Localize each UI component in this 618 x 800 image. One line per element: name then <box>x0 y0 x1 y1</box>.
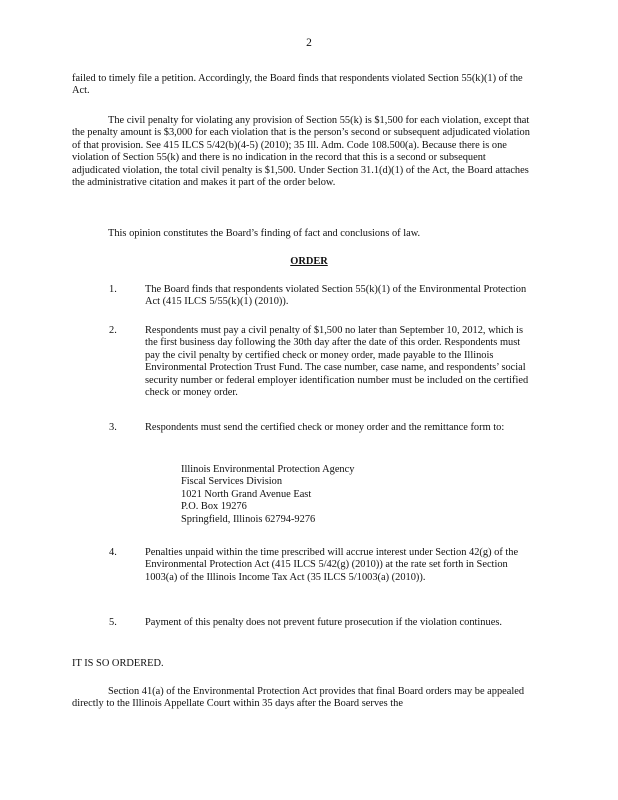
final-paragraph: Section 41(a) of the Environmental Protection Act provides that final Board orders may be appealed directly to the Illinois Appellate Court within 35 days after the Board serves the <box>72 686 525 710</box>
order-item-number: 3. <box>109 422 117 433</box>
paragraph-1: failed to timely file a petition. Accordingly, the Board finds that respondents violated Section 55(k)(1) of the Act. <box>72 73 523 97</box>
address-line: Springfield, Illinois 62794-9276 <box>181 513 316 525</box>
order-item-text: Respondents must pay a civil penalty of $1,500 no later than September 10, 2012, which is the first business day following the 30th day after the date of this order. Respondents must pay the civil penalty by certified check or money order, made payable to the Illinois Environmental Protection Trust Fund. The case number, case name, and respondents’ social security number or federal employer identification number must be included on the certified check or money order. <box>145 325 529 399</box>
order-item-text: Payment of this penalty does not prevent future prosecution if the violation continues. <box>145 617 502 628</box>
paragraph-3: This opinion constitutes the Board’s finding of fact and conclusions of law. <box>108 228 421 239</box>
order-item-number: 1. <box>109 284 117 295</box>
order-item-3 <box>72 422 534 434</box>
order-item-number: 2. <box>109 325 117 336</box>
order-item-1 <box>72 284 534 309</box>
address-line: Fiscal Services Division <box>181 476 283 488</box>
order-item-text: The Board finds that respondents violated Section 55(k)(1) of the Environmental Protection Act (415 ILCS 5/55(k)(1) (2010)). <box>145 284 527 308</box>
address-line: P.O. Box 19276 <box>181 501 247 513</box>
order-item-2 <box>72 325 534 399</box>
order-item-text: Respondents must send the certified check or money order and the remittance form to: <box>145 422 505 433</box>
address-line: Illinois Environmental Protection Agency <box>181 464 355 475</box>
remittance-address <box>181 464 354 526</box>
order-item-4 <box>72 547 534 584</box>
order-heading: ORDER <box>290 256 328 267</box>
paragraph-2: The civil penalty for violating any provision of Section 55(k) is $1,500 for each violation, except that the penalty amount is $3,000 for each violation that is the person’s second or subsequent adjudicated violation of that provision. See 415 ILCS 5/42(b)(4-5) (2010); 35 Ill. Adm. Code 108.500(a). Because there is one violation of Section 55(k) and there is no indication in the record that this is a second or subsequent adjudicated violation, the total civil penalty is $1,500. Under Section 31.1(d)(1) of the Act, the Board attaches the administrative citation and makes it part of the order below. <box>72 115 530 189</box>
order-item-number: 5. <box>109 617 117 628</box>
address-line: 1021 North Grand Avenue East <box>181 488 312 500</box>
page-number: 2 <box>306 37 312 49</box>
order-item-text: Penalties unpaid within the time prescribed will accrue interest under Section 42(g) of the Environmental Protection Act (415 ILCS 5/42(g) (2010)) at the rate set forth in Section 1003(a) of the Illinois Income Tax Act (35 ILCS 5/1003(a) (2010)). <box>145 547 519 583</box>
order-item-5 <box>72 617 534 629</box>
order-item-number: 4. <box>109 547 117 558</box>
so-ordered-statement: IT IS SO ORDERED. <box>72 658 164 669</box>
